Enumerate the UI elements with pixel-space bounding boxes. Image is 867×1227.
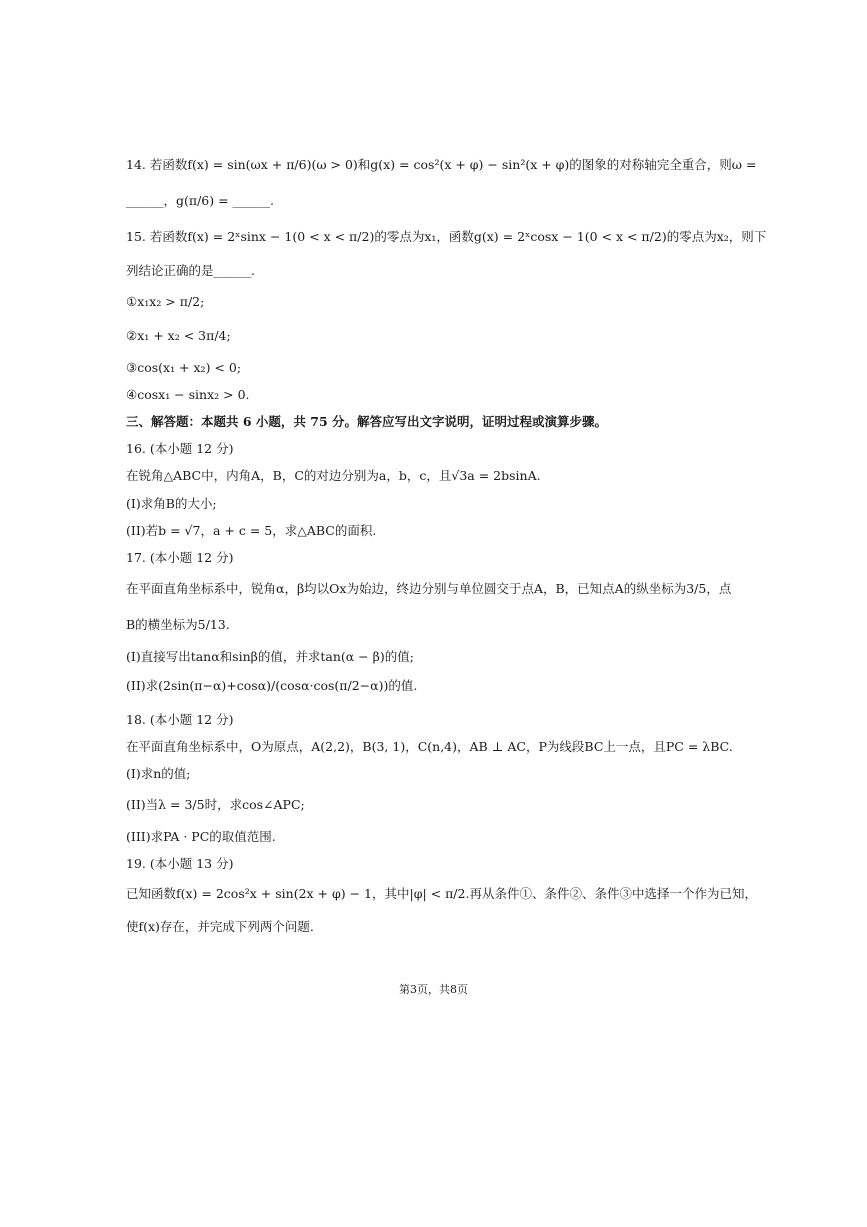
problem-17-question-2: (II)求(2sin(π−α)+cosα)/(cosα·cos(π/2−α))的值. <box>126 678 418 693</box>
problem-16-header: 16. (本小题 12 分) <box>126 441 234 456</box>
problem-16-stem: 在锐角△ABC中，内角A，B，C的对边分别为a，b，c，且√3a = 2bsinA. <box>126 468 541 483</box>
problem-14-line-1: 14. 若函数f(x) = sin(ωx + π/6)(ω > 0)和g(x) = cos²(x + φ) − sin²(x + φ)的图象的对称轴完全重合，则ω = <box>126 157 757 172</box>
problem-19-stem-1: 已知函数f(x) = 2cos²x + sin(2x + φ) − 1，其中|φ| < π/2.再从条件①、条件②、条件③中选择一个作为已知， <box>126 886 757 901</box>
problem-17-header: 17. (本小题 12 分) <box>126 550 234 565</box>
problem-17-stem-2: B的横坐标为5/13. <box>126 617 230 632</box>
problem-15-line-1: 15. 若函数f(x) = 2ˣsinx − 1(0 < x < π/2)的零点为x₁，函数g(x) = 2ˣcosx − 1(0 < x < π/2)的零点为x₂，则下 <box>126 229 767 244</box>
problem-15-option-2: ②x₁ + x₂ < 3π/4; <box>126 328 231 343</box>
problem-16-question-1: (I)求角B的大小; <box>126 496 217 511</box>
problem-15-line-2: 列结论正确的是______. <box>126 263 255 278</box>
problem-18-question-1: (I)求n的值; <box>126 766 191 781</box>
problem-18-stem: 在平面直角坐标系中，O为原点，A(2,2)，B(3, 1)，C(n,4)，AB ⊥ AC，P为线段BC上一点，且PC = λBC. <box>126 739 733 754</box>
problem-15-option-1: ①x₁x₂ > π/2; <box>126 294 205 309</box>
problem-15-option-3: ③cos(x₁ + x₂) < 0; <box>126 360 242 375</box>
problem-19-stem-2: 使f(x)存在，并完成下列两个问题. <box>126 919 314 934</box>
page-footer: 第3页，共8页 <box>399 983 468 996</box>
problem-19-header: 19. (本小题 13 分) <box>126 856 234 871</box>
problem-17-question-1: (I)直接写出tanα和sinβ的值，并求tan(α − β)的值; <box>126 649 414 664</box>
problem-18-question-2: (II)当λ = 3/5时，求cos∠APC; <box>126 797 305 812</box>
problem-15-option-4: ④cosx₁ − sinx₂ > 0. <box>126 387 250 402</box>
problem-18-question-3: (III)求PA · PC的取值范围. <box>126 829 276 844</box>
problem-16-question-2: (II)若b = √7，a + c = 5，求△ABC的面积. <box>126 523 377 538</box>
problem-18-header: 18. (本小题 12 分) <box>126 712 234 727</box>
problem-17-stem-1: 在平面直角坐标系中，锐角α，β均以Ox为始边，终边分别与单位圆交于点A，B，已知点A的纵坐标为3/5，点 <box>126 581 732 596</box>
problem-14-line-2: ______，g(π/6) = ______. <box>126 193 275 208</box>
section-3-heading: 三、解答题：本题共 6 小题，共 75 分。解答应写出文字说明，证明过程或演算步骤。 <box>126 414 608 429</box>
